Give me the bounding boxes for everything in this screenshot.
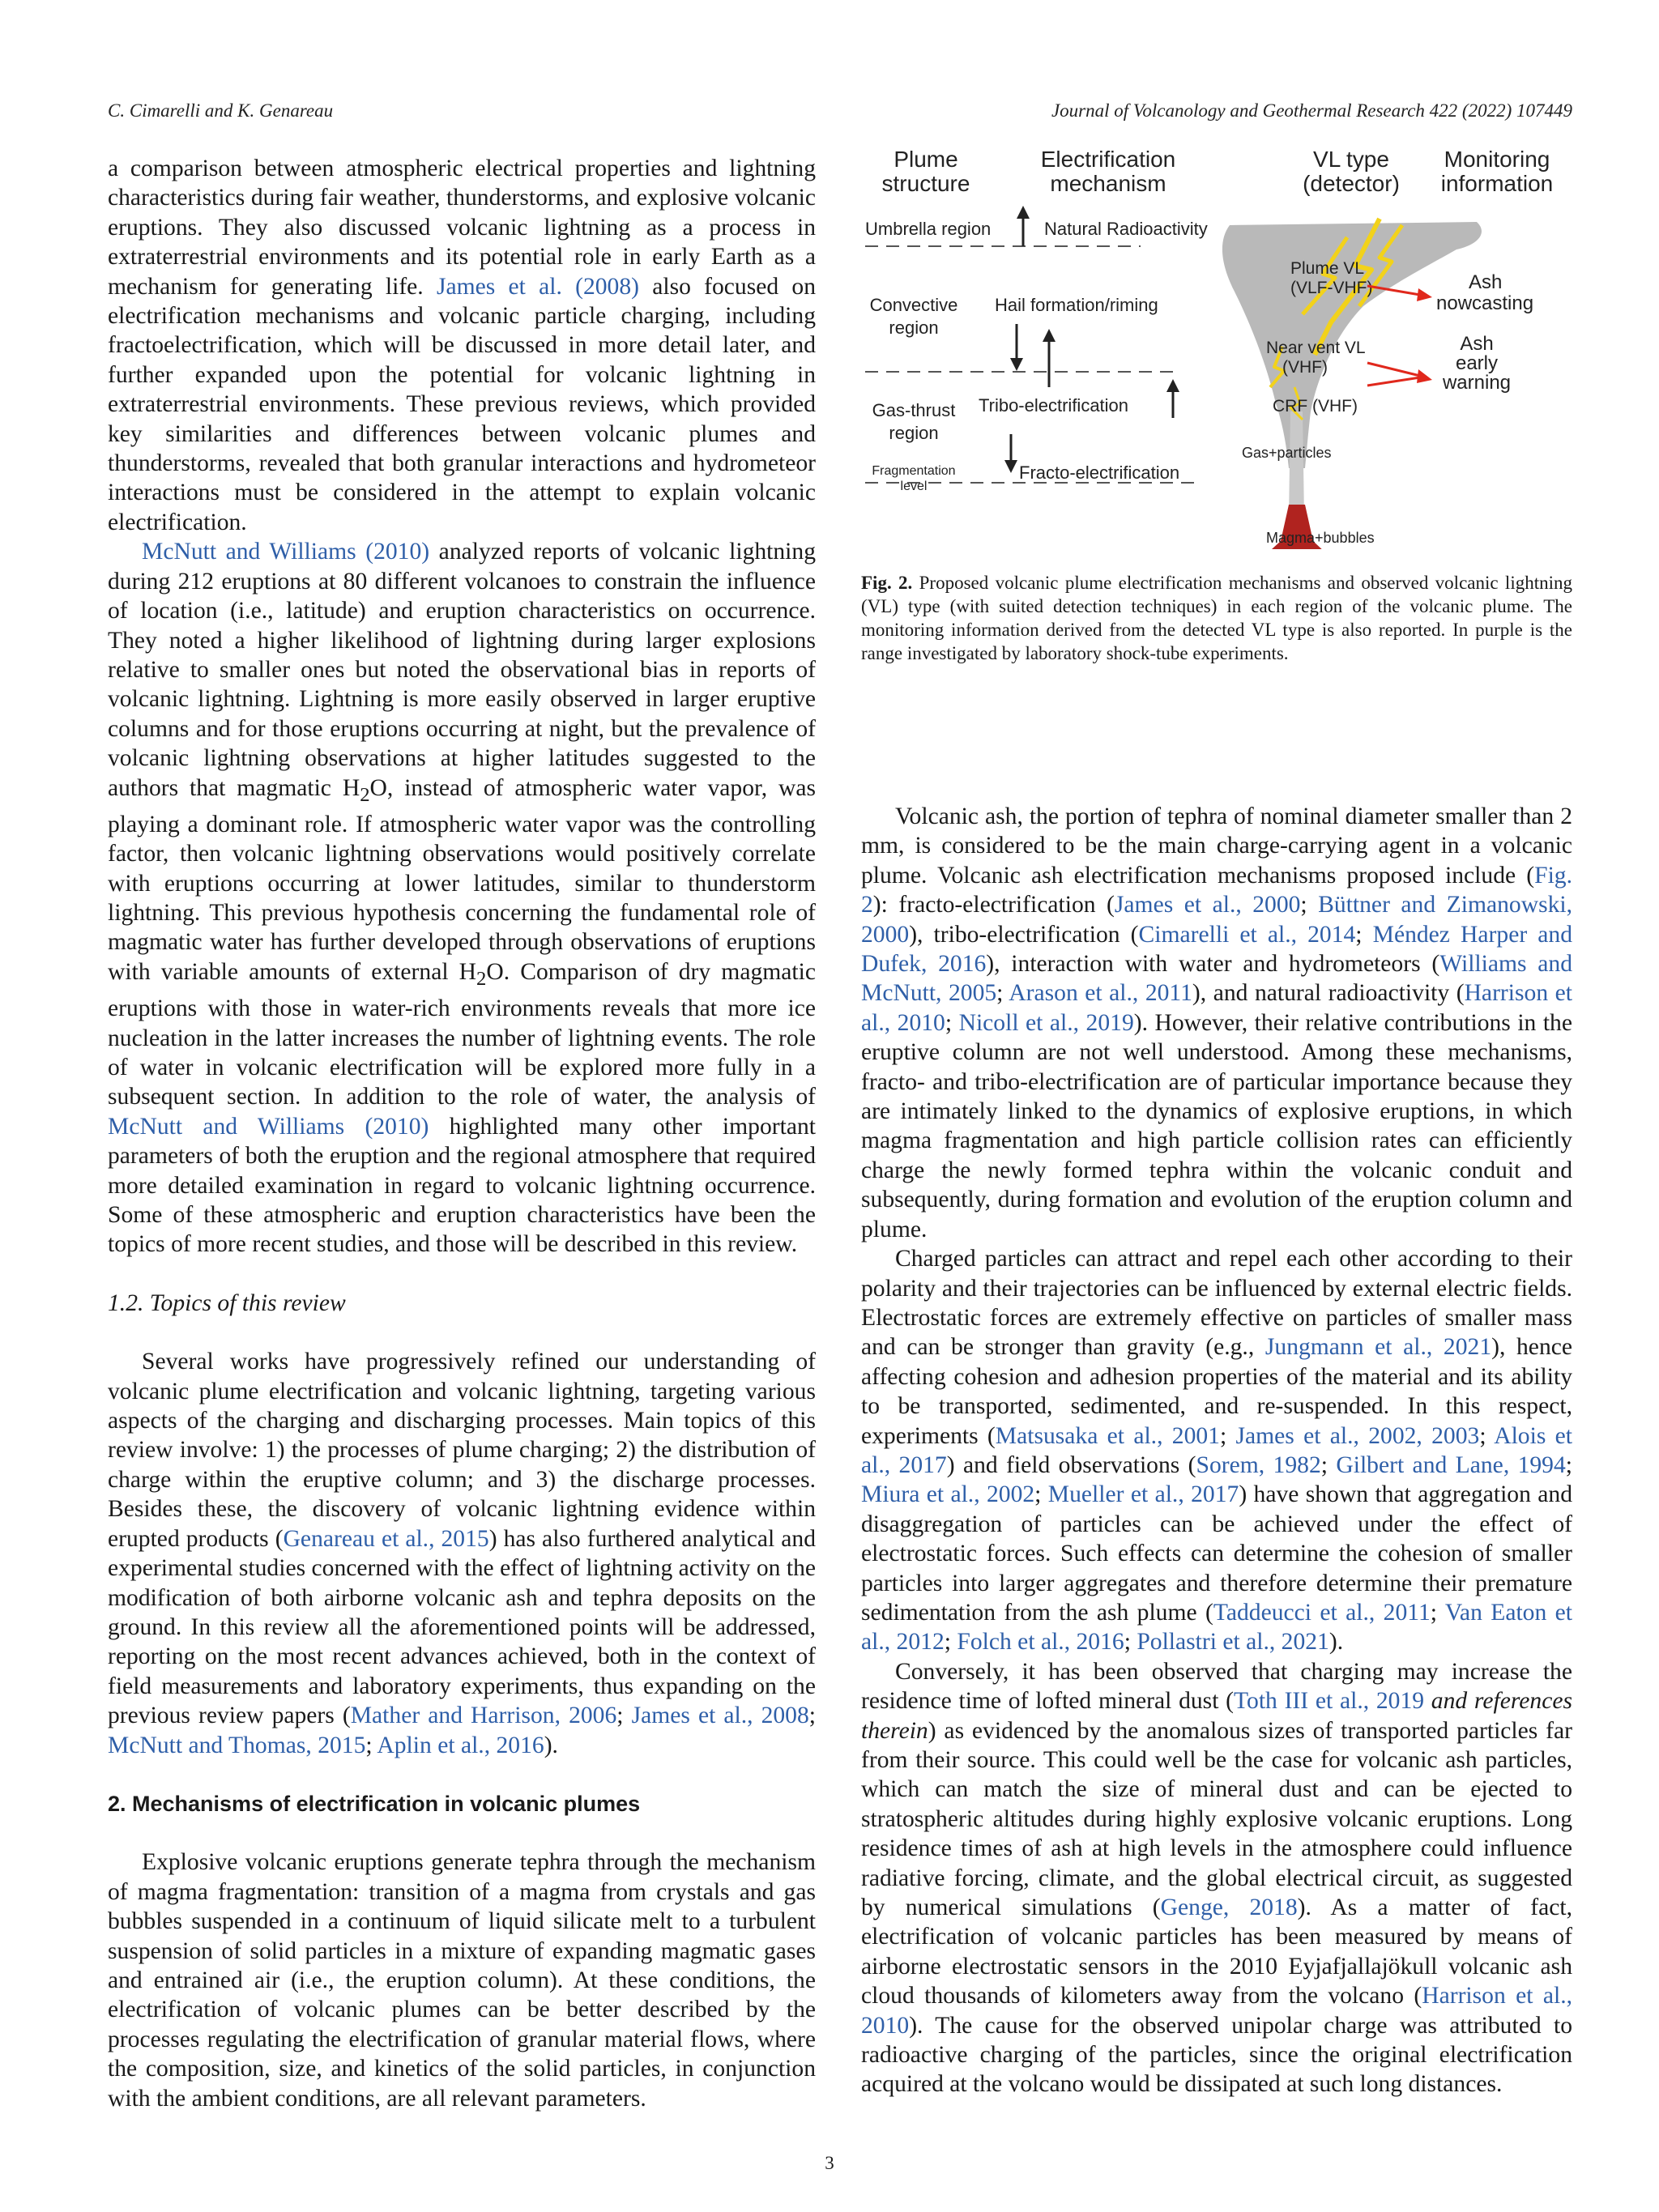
svg-text:structure: structure xyxy=(881,171,970,196)
citation-link[interactable]: Miura et al., 2002 xyxy=(861,1481,1035,1508)
mechanism-fracto: Fracto-electrification xyxy=(1019,462,1180,483)
col-heading-monitoring: Monitoring xyxy=(1444,147,1550,172)
citation-link[interactable]: Méndez Harper and Dufek, 2016 xyxy=(861,921,1572,978)
region-umbrella: Umbrella region xyxy=(865,219,992,239)
paragraph: Charged particles can attract and repel each other according to their polarity and their trajectories can be influenced by external electric fields. Electrostatic forces are extremely effective on particles of smaller mass and can be stronger than gravity (e.g., Jungmann et al., 2021), hence affecting cohesion and adhesion properties of the material and its ability to be transported, sedimented, and re-suspended. In this respect, experiments (Matsusaka et al., 2001; James et al., 2002, 2003; Alois et al., 2017) and field observations (Sorem, 1982; Gilbert and Lane, 1994; Miura et al., 2002; Mueller et al., 2017) have shown that aggregation and disaggregation of particles can be achieved under the effect of electrostatic forces. Such effects can determine the cohesion of smaller particles into larger aggregates and therefore determine their premature sedimentation from the ash plume (Taddeucci et al., 2011; Van Eaton et al., 2012; Folch et al., 2016; Pollastri et al., 2021). xyxy=(861,1246,1573,1656)
col-heading-vl-type: VL type xyxy=(1313,147,1389,172)
citation-link[interactable]: Folch et al., 2016 xyxy=(957,1629,1124,1656)
section-heading: 2. Mechanisms of electrification in volcanic plumes xyxy=(108,1791,641,1816)
svg-text:region: region xyxy=(889,318,939,338)
right-column xyxy=(861,802,1572,2099)
citation-link[interactable]: James et al. (2008) xyxy=(436,273,639,300)
region-fragmentation: Fragmentation xyxy=(872,464,956,478)
citation-link[interactable]: Van Eaton et al., 2012 xyxy=(861,1599,1573,1656)
vl-near-vent: Near vent VL xyxy=(1266,339,1366,357)
citation-link[interactable]: Genareau et al., 2015 xyxy=(283,1525,489,1552)
citation-link[interactable]: James et al., 2000 xyxy=(1114,892,1301,918)
citation-link[interactable]: Gilbert and Lane, 1994 xyxy=(1336,1451,1566,1478)
svg-text:level: level xyxy=(900,479,928,493)
mechanism-radioactivity: Natural Radioactivity xyxy=(1044,219,1208,239)
citation-link[interactable]: Taddeucci et al., 2011 xyxy=(1213,1599,1431,1626)
citation-link[interactable]: McNutt and Thomas, 2015 xyxy=(108,1732,366,1758)
citation-link[interactable]: Nicoll et al., 2019 xyxy=(958,1009,1134,1036)
plume-diagram xyxy=(861,144,1572,549)
region-convective: Convective xyxy=(869,295,958,315)
citation-link[interactable]: Sorem, 1982 xyxy=(1196,1451,1321,1478)
citation-link[interactable]: Arason et al., 2011 xyxy=(1009,980,1192,1007)
citation-link[interactable]: Büttner and Zimanowski, 2000 xyxy=(861,892,1573,948)
citation-link[interactable]: Harrison et al., 2010 xyxy=(861,980,1572,1036)
svg-text:warning: warning xyxy=(1442,372,1512,394)
svg-text:information: information xyxy=(1440,171,1554,196)
figure-caption: Fig. 2. Proposed volcanic plume electrification mechanisms and observed volcanic lightning (VL) type (with suited detection techniques) in each region of the volcanic plume. The monitoring information derived from the detected VL type is also reported. In purple is the range investigated by laboratory shock-tube experiments. xyxy=(861,573,1572,663)
citation-link[interactable]: Genge, 2018 xyxy=(1160,1894,1298,1921)
running-header-journal: Journal of Volcanology and Geothermal Research 422 (2022) 107449 xyxy=(1051,100,1572,121)
label-gas-particles: Gas+particles xyxy=(1242,445,1332,461)
citation-link[interactable]: Mueller et al., 2017 xyxy=(1047,1481,1239,1508)
monitoring-nowcasting: Ash xyxy=(1469,271,1503,293)
citation-link[interactable]: McNutt and Williams (2010) xyxy=(108,1113,429,1140)
running-header-authors: C. Cimarelli and K. Genareau xyxy=(108,100,334,121)
citation-link[interactable]: Mather and Harrison, 2006 xyxy=(350,1703,617,1729)
subsection-heading: 1.2. Topics of this review xyxy=(108,1289,346,1316)
paragraph: Several works have progressively refined our understanding of volcanic plume electrification and volcanic lightning, targeting various aspects of the charging and discharging processes. Main topics of this review involve: 1) the processes of plume charging; 2) the distribution of charge within the eruptive column; and 3) the discharge processes. Besides these, the discovery of volcanic lightning evidence within erupted products (Genareau et al., 2015) has also furthered analytical and experimental studies concerned with the effect of lightning activity on the modification of both airborne volcanic ash and tephra deposits on the ground. In this review all the aforementioned points will be addressed, reporting on the most recent advances achieved, both in the context of field measurements and laboratory experiments, thus expanding on the previous review papers (Mather and Harrison, 2006; James et al., 2008; McNutt and Thomas, 2015; Aplin et al., 2016). xyxy=(108,1349,817,1758)
page-number: 3 xyxy=(825,2153,834,2173)
citation-link[interactable]: James et al., 2008 xyxy=(631,1703,809,1729)
monitoring-early-warning: Ash xyxy=(1460,333,1494,355)
svg-text:region: region xyxy=(889,423,939,443)
citation-link[interactable]: Toth III et al., 2019 xyxy=(1234,1688,1425,1715)
citation-link[interactable]: Cimarelli et al., 2014 xyxy=(1138,921,1356,948)
svg-text:(VLF-VHF): (VLF-VHF) xyxy=(1290,279,1373,297)
citation-link[interactable]: James et al., 2002, 2003 xyxy=(1235,1422,1480,1449)
citation-link[interactable]: Matsusaka et al., 2001 xyxy=(995,1422,1220,1449)
col-heading-plume: Plume xyxy=(893,147,958,172)
paragraph: Volcanic ash, the portion of tephra of nominal diameter smaller than 2 mm, is considered to be the main charge-carrying agent in a volcanic plume. Volcanic ash electrification mechanisms proposed include (Fig. 2): fracto-electrification (James et al., 2000; Büttner and Zimanowski, 2000), tribo-electrification (Cimarelli et al., 2014; Méndez Harper and Dufek, 2016), interaction with water and hydrometeors (Williams and McNutt, 2005; Arason et al., 2011), and natural radioactivity (Harrison et al., 2010; Nicoll et al., 2019). However, their relative contributions in the eruptive column are not well understood. Among these mechanisms, fracto- and tribo-electrification are of particular importance because they are intimately linked to the dynamics of explosive eruptions, in which magma fragmentation and high particle collision rates can efficiently charge the newly formed tephra within the volcanic conduit and subsequently, during formation and evolution of the eruption column and plume. xyxy=(861,803,1573,1242)
vl-plume: Plume VL xyxy=(1290,259,1365,278)
paragraph: Conversely, it has been observed that charging may increase the residence time of lofted mineral dust (Toth III et al., 2019 and references therein) as evidenced by the anomalous sizes of transported particles far from their source. This could well be the case for volcanic ash particles, which can match the size of mineral dust and can be ejected to stratospheric altitudes during highly explosive volcanic eruptions. Long residence times of ash at high levels in the atmosphere could influence radiative forcing, climate, and the global electrical circuit, as suggested by numerical simulations (Genge, 2018). As a matter of fact, electrification of volcanic particles has been measured by means of airborne electrostatic sensors in the 2010 Eyjafjallajökull volcanic ash cloud thousands of kilometers away from the volcano (Harrison et al., 2010). The cause for the observed unipolar charge was attributed to radioactive charging of the particles, since the original electrification acquired at the volcano would be dissipated at such long distances. xyxy=(861,1658,1572,2098)
col-heading-mechanism: Electrification xyxy=(1040,147,1176,172)
citation-link[interactable]: Pollastri et al., 2021 xyxy=(1137,1629,1329,1656)
svg-text:(detector): (detector) xyxy=(1303,171,1400,196)
mechanism-hail: Hail formation/riming xyxy=(995,295,1158,315)
citation-link[interactable]: Aplin et al., 2016 xyxy=(377,1732,544,1758)
svg-text:(VHF): (VHF) xyxy=(1282,358,1328,377)
citation-link[interactable]: Williams and McNutt, 2005 xyxy=(861,951,1572,1007)
citation-link[interactable]: McNutt and Williams (2010) xyxy=(142,539,430,565)
label-magma-bubbles: Magma+bubbles xyxy=(1266,530,1375,546)
paragraph: Explosive volcanic eruptions generate tephra through the mechanism of magma fragmentation: transition of a magma from crystals and gas bubbles suspended in a continuum of liquid silicate melt to a turbulent suspension of solid particles in a mixture of expanding magmatic gases and entrained air (i.e., the eruption column). At these conditions, the electrification of volcanic plumes can be better described by the processes regulating the electrification of granular material flows, where the composition, size, and kinetics of the solid particles, in conjunction with the ambient conditions, are all relevant parameters. xyxy=(108,1849,816,2112)
figure-2 xyxy=(861,144,1572,549)
paragraph: McNutt and Williams (2010) analyzed reports of volcanic lightning during 212 eruptions at 80 different volcanoes to constrain the influence of location (i.e., latitude) and eruption characteristics on occurrence. They noted a higher likelihood of lightning during larger explosions relative to smaller ones but noted the observational bias in reports of volcanic lightning. Lightning is more easily observed in larger eruptive columns and for those eruptions occurring at night, but the prevalence of volcanic lightning observations at higher latitudes suggested to the authors that magmatic $H_2O$, instead of atmospheric water vapor, was playing a dominant role. If atmospheric water vapor was the controlling factor, then volcanic lightning observations would positively correlate with eruptions occurring at lower latitudes, similar to thunderstorm lightning. This previous hypothesis concerning the fundamental role of magmatic water has further developed through observations of eruptions with variable amounts of external $H_2O$. Comparison of dry magmatic eruptions with those in water-rich environments reveals that more ice nucleation in the latter increases the number of lightning events. The role of water in volcanic electrification will be explored more fully in a subsequent section. In addition to the role of water, the analysis of McNutt and Williams (2010) highlighted many other important parameters of both the eruption and the regional atmosphere that required more detailed examination in regard to volcanic lightning occurrence. Some of these atmospheric and eruption characteristics have been the topics of more recent studies, and those will be described in this review. xyxy=(108,539,817,1258)
svg-text:mechanism: mechanism xyxy=(1050,171,1166,196)
svg-text:nowcasting: nowcasting xyxy=(1436,292,1534,314)
mechanism-tribo: Tribo-electrification xyxy=(979,395,1129,416)
svg-text:early: early xyxy=(1455,352,1499,374)
paragraph: a comparison between atmospheric electrical properties and lightning characteristics during fair weather, thunderstorms, and explosive volcanic eruptions. They also discussed volcanic lightning as a process in extraterrestrial environments and its potential role in early Earth as a mechanism for generating life. James et al. (2008) also focused on electrification mechanisms and volcanic particle charging, including fractoelectrification, which will be discussed in more detail later, and further expanded upon the potential for volcanic lightning in extraterrestrial environments. These previous reviews, which provided key similarities and differences between volcanic plumes and thunderstorms, revealed that both granular interactions and hydrometeor interactions must be considered in the attempt to explain volcanic electrification. xyxy=(108,156,817,535)
citation-link[interactable]: Harrison et al., 2010 xyxy=(861,1983,1572,2039)
region-gas-thrust: Gas-thrust xyxy=(872,400,956,420)
citation-link[interactable]: Alois et al., 2017 xyxy=(861,1422,1572,1478)
left-column xyxy=(108,154,816,2113)
figure-link[interactable]: Fig. 2 xyxy=(861,862,1572,918)
vl-crf: CRF (VHF) xyxy=(1273,397,1358,416)
citation-link[interactable]: Jungmann et al., 2021 xyxy=(1265,1334,1492,1361)
